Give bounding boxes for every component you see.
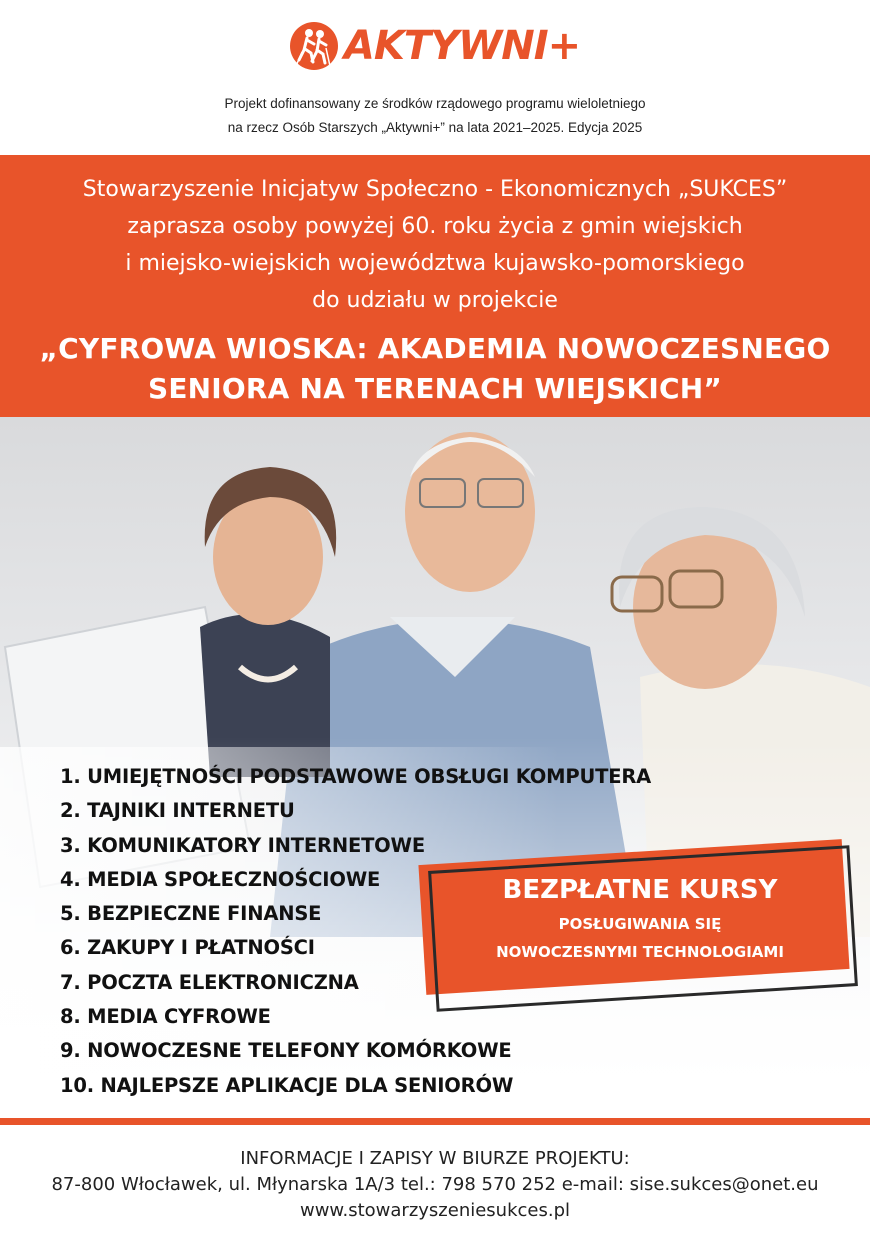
contact-info [0,1146,870,1224]
course-item: 6. ZAKUPY I PŁATNOŚCI [60,936,315,960]
badge-title: BEZPŁATNE KURSY [502,875,778,905]
project-title-line: SENIORA NA TERENACH WIEJSKICH” [147,372,723,405]
contact-heading: INFORMACJE I ZAPISY W BIURZE PROJEKTU: [240,1148,630,1169]
course-item: 2. TAJNIKI INTERNETU [60,799,295,823]
badge-subtitle: POSŁUGIWANIA SIĘ [558,915,722,933]
badge-text [440,870,840,966]
funding-line: na rzecz Osób Starszych „Aktywni+” na lata 2021–2025. Edycja 2025 [227,120,643,135]
course-item: 9. NOWOCZESNE TELEFONY KOMÓRKOWE [60,1039,512,1063]
invitation-line: zaprasza osoby powyżej 60. roku życia z gmin wiejskich [127,214,743,239]
invitation-text [0,155,870,319]
logo [0,22,870,70]
invitation-line: i miejsko-wiejskich województwa kujawsko-pomorskiego [125,251,745,276]
project-title-line: „CYFROWA WIOSKA: AKADEMIA NOWOCZESNEGO [39,332,831,365]
funding-note [0,92,870,140]
runners-logo-icon [290,22,338,70]
course-item: 7. POCZTA ELEKTRONICZNA [60,970,359,994]
footer-divider [0,1118,870,1125]
course-item: 10. NAJLEPSZE APLIKACJE DLA SENIORÓW [60,1073,514,1097]
badge-subtitle: NOWOCZESNYMI TECHNOLOGIAMI [496,943,784,961]
course-item: 8. MEDIA CYFROWE [60,1005,271,1029]
contact-address: 87-800 Włocławek, ul. Młynarska 1A/3 tel.: 798 570 252 e-mail: sise.sukces@onet.eu [51,1174,819,1195]
website-link[interactable]: www.stowarzyszeniesukces.pl [299,1200,571,1221]
course-item: 5. BEZPIECZNE FINANSE [60,902,322,926]
course-item: 3. KOMUNIKATORY INTERNETOWE [60,833,425,857]
invitation-line: Stowarzyszenie Inicjatyw Społeczno - Ekonomicznych „SUKCES” [82,177,788,202]
logo-text: AKTYWNI+ [343,23,581,69]
course-item: 4. MEDIA SPOŁECZNOŚCIOWE [60,867,381,891]
invitation-band [0,155,870,417]
invitation-line: do udziału w projekcie [312,288,558,313]
funding-line: Projekt dofinansowany ze środków rządowego programu wieloletniego [224,96,646,111]
project-title [0,329,870,409]
course-item: 1. UMIEJĘTNOŚCI PODSTAWOWE OBSŁUGI KOMPUTERA [60,765,652,788]
